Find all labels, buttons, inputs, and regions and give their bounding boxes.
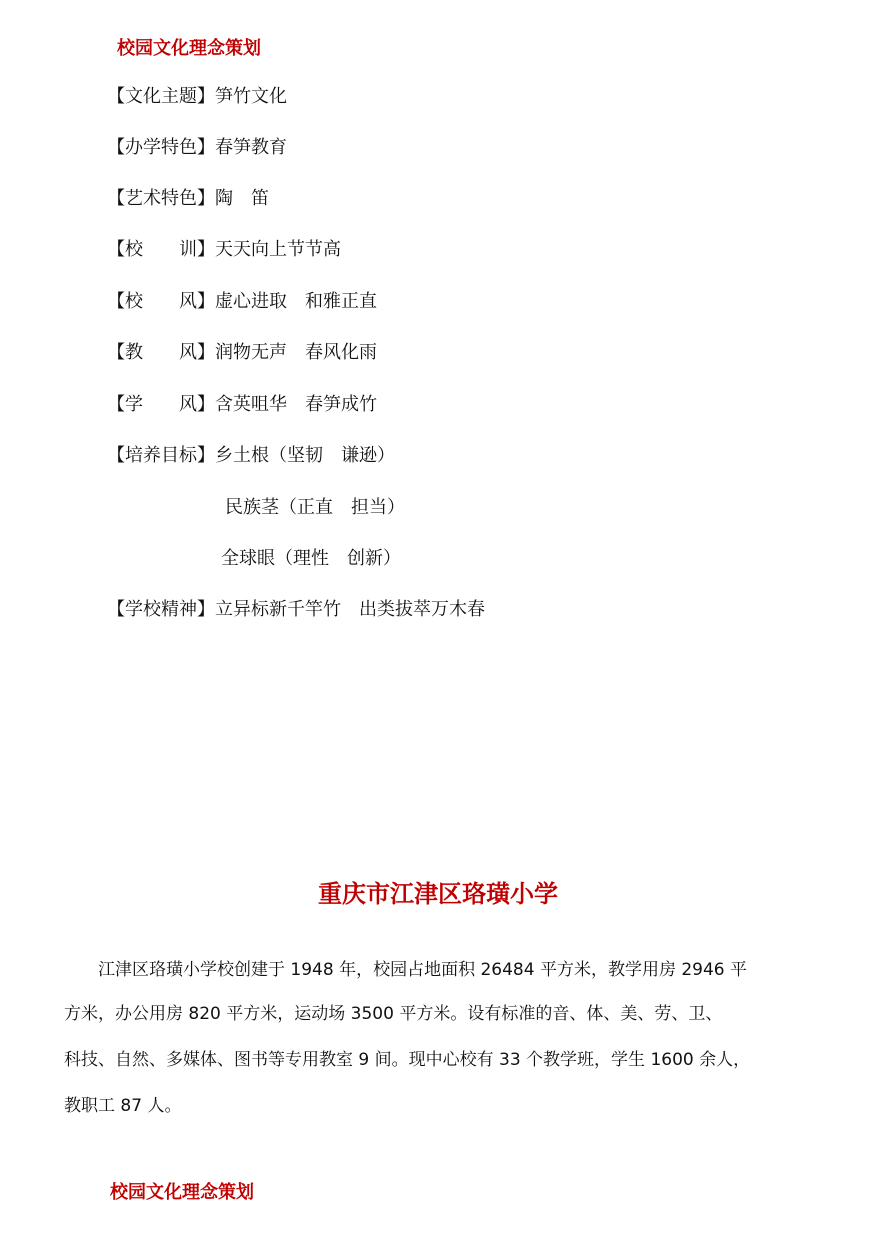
item-school-ethos bbox=[107, 291, 377, 313]
training-goal-line-3: 全球眼（理性 创新） bbox=[221, 548, 401, 569]
training-goal-line-2: 民族茎（正直 担当） bbox=[225, 497, 405, 518]
item-training-goal bbox=[107, 445, 395, 467]
item-label: 【文化主题】 bbox=[107, 86, 215, 107]
item-study-ethos bbox=[107, 394, 377, 416]
intro-line: 江津区珞璜小学校创建于 1948 年，校园占地面积 26484 平方米，教学用房 2946 平 bbox=[64, 960, 748, 980]
item-value: 笋竹文化 bbox=[215, 86, 287, 107]
intro-line: 科技、自然、多媒体、图书等专用教室 9 间。现中心校有 33 个教学班，学生 1600 余人， bbox=[64, 1050, 751, 1070]
item-label: 【学校精神】 bbox=[107, 599, 215, 620]
item-teaching-ethos bbox=[107, 342, 377, 364]
item-value: 虚心进取 和雅正直 bbox=[215, 291, 377, 312]
item-value: 陶 笛 bbox=[215, 188, 269, 209]
item-label: 【校 训】 bbox=[107, 239, 215, 260]
item-value: 润物无声 春风化雨 bbox=[215, 342, 377, 363]
item-culture-theme bbox=[107, 86, 287, 108]
item-school-motto bbox=[107, 239, 341, 261]
top-section-heading: 校园文化理念策划 bbox=[117, 38, 261, 59]
item-label: 【校 风】 bbox=[107, 291, 215, 312]
item-label: 【办学特色】 bbox=[107, 137, 215, 158]
item-label: 【培养目标】 bbox=[107, 445, 215, 466]
item-value: 立异标新千竿竹 出类拔萃万木春 bbox=[215, 599, 485, 620]
item-label: 【教 风】 bbox=[107, 342, 215, 363]
intro-line: 教职工 87 人。 bbox=[64, 1096, 182, 1116]
item-label: 【学 风】 bbox=[107, 394, 215, 415]
item-value: 天天向上节节高 bbox=[215, 239, 341, 260]
item-school-spirit bbox=[107, 599, 485, 621]
item-value: 春笋教育 bbox=[215, 137, 287, 158]
bottom-section-heading: 校园文化理念策划 bbox=[110, 1182, 254, 1203]
intro-line: 方米，办公用房 820 平方米，运动场 3500 平方米。设有标准的音、体、美、劳、卫、 bbox=[64, 1004, 723, 1024]
item-school-feature bbox=[107, 137, 287, 159]
item-value: 含英咀华 春笋成竹 bbox=[215, 394, 377, 415]
item-value: 乡土根（坚韧 谦逊） bbox=[215, 445, 395, 466]
school-title: 重庆市江津区珞璜小学 bbox=[318, 880, 558, 908]
item-art-feature bbox=[107, 188, 269, 210]
item-label: 【艺术特色】 bbox=[107, 188, 215, 209]
